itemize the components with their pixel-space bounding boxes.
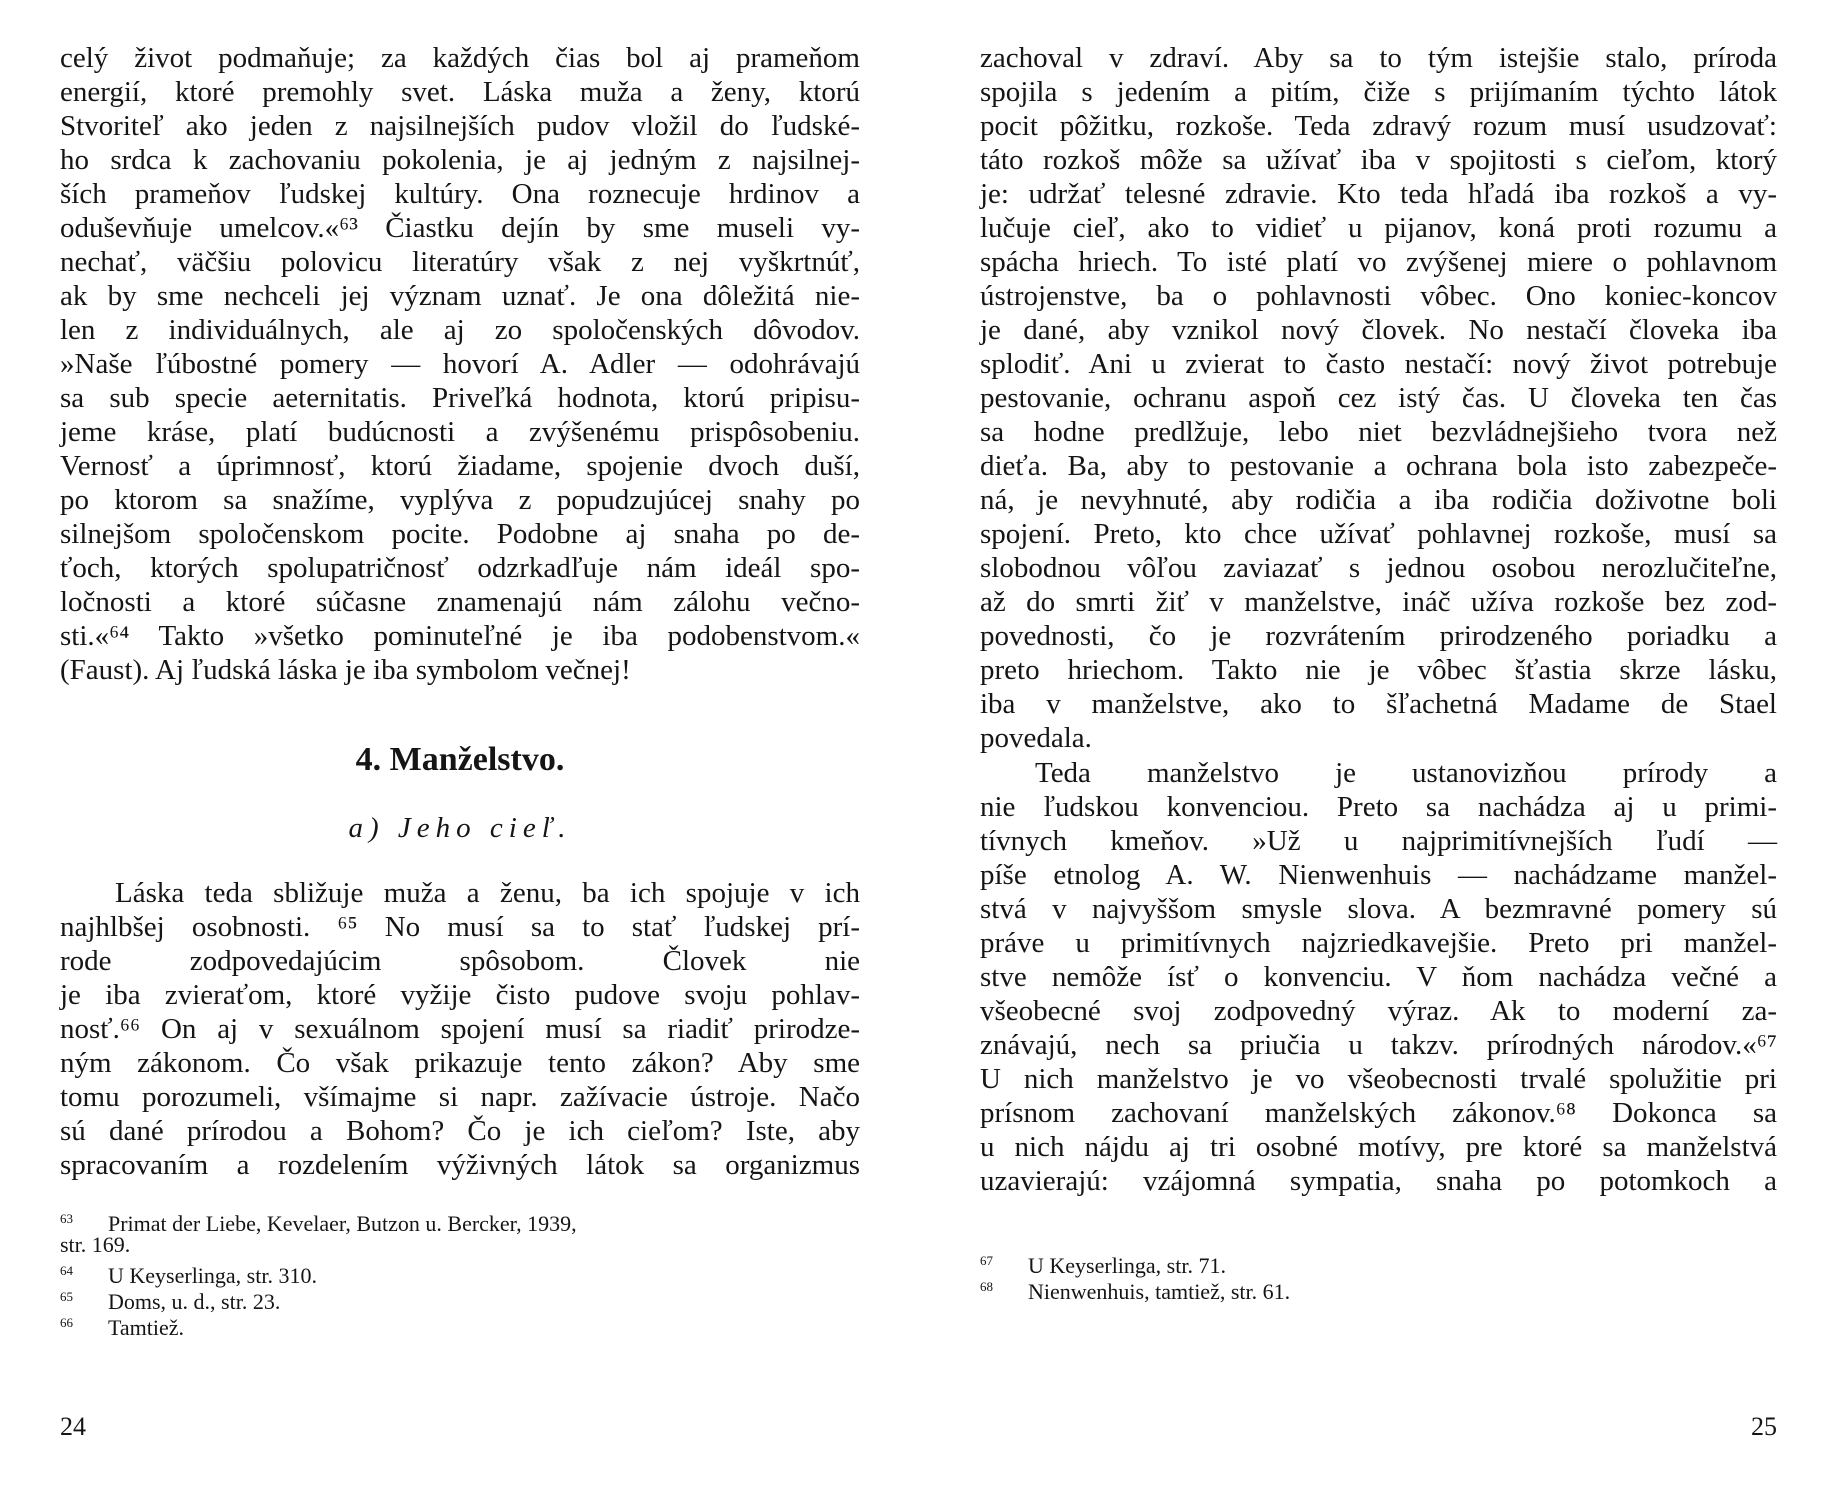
text-line: nosť.⁶⁶ On aj v sexuálnom spojení musí sa riadiť prirodze-	[60, 1013, 860, 1045]
text-line: táto rozkoš môže sa užívať iba v spojitosti s cieľom, ktorý	[980, 144, 1777, 176]
text-line: tívnych kmeňov. »Už u najprimitívnejších ľudí —	[980, 825, 1777, 857]
text-line: ústrojenstve, ba o pohlavnosti vôbec. Ono koniec-koncov	[980, 280, 1777, 312]
footnote: 68 Nienwenhuis, tamtiež, str. 61.	[980, 1279, 1291, 1304]
footnote: 65 Doms, u. d., str. 23.	[60, 1289, 281, 1314]
footnote-text: U Keyserlinga, str. 71.	[1028, 1253, 1226, 1278]
text-line: lučuje cieľ, ako to vidieť u pijanov, koná proti rozumu a	[980, 212, 1777, 244]
text-line: spácha hriech. To isté platí vo zvýšenej miere o pohlavnom	[980, 246, 1777, 278]
text-line: najhlbšej osobnosti. ⁶⁵ No musí sa to stať ľudskej prí-	[60, 911, 860, 943]
text-line: znávajú, nech sa priučia u takzv. prírodných národov.«⁶⁷	[980, 1029, 1777, 1061]
footnote: 66 Tamtiež.	[60, 1315, 185, 1340]
footnote: 67 U Keyserlinga, str. 71.	[980, 1253, 1226, 1278]
text-line: U nich manželstvo je vo všeobecnosti trvalé spolužitie pri	[980, 1063, 1777, 1095]
text-line: pocit pôžitku, rozkoše. Teda zdravý rozum musí usudzovať:	[980, 110, 1777, 142]
text-line: celý život podmaňuje; za každých čias bol aj prameňom	[60, 42, 860, 74]
text-line: práve u primitívnych najzriedkavejšie. Preto pri manžel-	[980, 927, 1777, 959]
text-line: splodiť. Ani u zvierat to často nestačí: nový život potrebuje	[980, 348, 1777, 380]
text-line: iba v manželstve, ako to šľachetná Madame de Stael	[980, 688, 1777, 720]
text-line: povednosti, čo je rozvrátením prirodzeného poriadku a	[980, 620, 1777, 652]
footnote-text: Tamtiež.	[108, 1315, 185, 1340]
left-page	[60, 40, 860, 1480]
text-line: »Naše ľúbostné pomery — hovorí A. Adler — odohrávajú	[60, 348, 860, 380]
text-line: spojení. Preto, kto chce užívať pohlavnej rozkoše, musí sa	[980, 518, 1777, 550]
text-line: stve nemôže ísť o konvenciu. V ňom nachádza večné a	[980, 961, 1777, 993]
text-line: dieťa. Ba, aby to pestovanie a ochrana bola isto zabezpeče-	[980, 450, 1777, 482]
footnote-continuation: str. 169.	[60, 1232, 131, 1257]
text-line: je dané, aby vznikol nový človek. No nestačí človeka iba	[980, 314, 1777, 346]
footnote-text: Primat der Liebe, Kevelaer, Butzon u. Bercker, 1939,	[108, 1211, 577, 1236]
page-number: 24	[60, 1412, 86, 1441]
text-line: až do smrti žiť v manželstve, ináč užíva rozkoše bez zod-	[980, 586, 1777, 618]
text-line: Teda manželstvo je ustanovizňou prírody a	[1035, 757, 1777, 789]
text-line: je iba zvieraťom, ktoré vyžije čisto pudove svoju pohlav-	[60, 979, 860, 1011]
text-line: ho srdca k zachovaniu pokolenia, je aj jedným z najsilnej-	[60, 144, 860, 176]
text-line: u nich nájdu aj tri osobné motívy, pre ktoré sa manželstvá	[980, 1131, 1777, 1163]
text-line: spracovaním a rozdelením výživných látok sa organizmus	[60, 1149, 860, 1181]
footnote-text: Nienwenhuis, tamtiež, str. 61.	[1028, 1279, 1291, 1304]
text-line: sti.«⁶⁴ Takto »všetko pominuteľné je iba podobenstvom.«	[60, 620, 860, 652]
text-line: Láska teda sbližuje muža a ženu, ba ich spojuje v ich	[115, 877, 860, 909]
text-line: zachoval v zdraví. Aby sa to tým istejšie stalo, príroda	[980, 42, 1777, 74]
text-line: sú dané prírodou a Bohom? Čo je ich cieľom? Iste, aby	[60, 1115, 860, 1147]
text-line: povedala.	[980, 722, 1092, 754]
text-line: jeme kráse, platí budúcnosti a zvýšenému prispôsobeniu.	[60, 416, 860, 448]
text-line: všeobecné svoj zodpovedný výraz. Ak to moderní za-	[980, 995, 1777, 1027]
text-line: nie ľudskou konvenciou. Preto sa nachádza aj u primi-	[980, 791, 1777, 823]
text-line: Vernosť a úprimnosť, ktorú žiadame, spojenie dvoch duší,	[60, 450, 860, 482]
text-line: ločnosti a ktoré súčasne znamenajú nám zálohu večno-	[60, 586, 860, 618]
footnote: 64 U Keyserlinga, str. 310.	[60, 1263, 317, 1288]
text-line: tomu porozumeli, všímajme si napr. zažívacie ústroje. Načo	[60, 1081, 860, 1113]
text-line: (Faust). Aj ľudská láska je iba symbolom večnej!	[60, 654, 631, 686]
text-line: ťoch, ktorých spolupatričnosť odzrkadľuje nám ideál spo-	[60, 552, 860, 584]
text-line: ak by sme nechceli jej význam uznať. Je ona dôležitá nie-	[60, 280, 860, 312]
text-line: preto hriechom. Takto nie je vôbec šťastia skrze lásku,	[980, 654, 1777, 686]
right-page	[980, 40, 1777, 1480]
text-line: oduševňuje umelcov.«⁶³ Čiastku dejín by sme museli vy-	[60, 212, 860, 244]
text-line: sa hodne predlžuje, lebo niet bezvládnejšieho tvora než	[980, 416, 1777, 448]
subsection-heading: a) Jeho cieľ.	[348, 812, 572, 844]
text-line: ným zákonom. Čo však prikazuje tento zákon? Aby sme	[60, 1047, 860, 1079]
text-line: stvá v najvyššom smysle slova. A bezmravné pomery sú	[980, 893, 1777, 925]
text-line: slobodnou vôľou zaviazať s jednou osobou nerozlučiteľne,	[980, 552, 1777, 584]
section-heading: 4. Manželstvo.	[355, 741, 565, 778]
text-line: nechať, väčšiu polovicu literatúry však z nej vyškrtnúť,	[60, 246, 860, 278]
text-line: silnejšom spoločenskom pocite. Podobne aj snaha po de-	[60, 518, 860, 550]
text-line: prísnom zachovaní manželských zákonov.⁶⁸ Dokonca sa	[980, 1097, 1777, 1129]
page-number: 25	[1751, 1412, 1777, 1441]
footnote: 63 Primat der Liebe, Kevelaer, Butzon u. Bercker, 1939,	[60, 1211, 577, 1236]
text-line: sa sub specie aeternitatis. Priveľká hodnota, ktorú pripisu-	[60, 382, 860, 414]
text-line: ná, je nevyhnuté, aby rodičia a iba rodičia doživotne boli	[980, 484, 1777, 516]
text-line: Stvoriteľ ako jeden z najsilnejších pudov vložil do ľudské-	[60, 110, 860, 142]
text-line: po ktorom sa snažíme, vyplýva z popudzujúcej snahy po	[60, 484, 860, 516]
text-line: ších prameňov ľudskej kultúry. Ona roznecuje hrdinov a	[60, 178, 860, 210]
text-line: spojila s jedením a pitím, čiže s prijímaním týchto látok	[980, 76, 1777, 108]
text-line: píše etnolog A. W. Nienwenhuis — nachádzame manžel-	[980, 859, 1777, 891]
text-line: uzavierajú: vzájomná sympatia, snaha po potomkoch a	[980, 1165, 1777, 1197]
text-line: energií, ktoré premohly svet. Láska muža a ženy, ktorú	[60, 76, 860, 108]
text-line: rode zodpovedajúcim spôsobom. Človek nie	[60, 945, 860, 977]
text-line: je: udržať telesné zdravie. Kto teda hľadá iba rozkoš a vy-	[980, 178, 1777, 210]
text-line: pestovanie, ochranu aspoň cez istý čas. U človeka ten čas	[980, 382, 1777, 414]
text-line: len z individuálnych, ale aj zo spoločenských dôvodov.	[60, 314, 860, 346]
footnote-text: U Keyserlinga, str. 310.	[108, 1263, 317, 1288]
footnote-text: Doms, u. d., str. 23.	[108, 1289, 281, 1314]
